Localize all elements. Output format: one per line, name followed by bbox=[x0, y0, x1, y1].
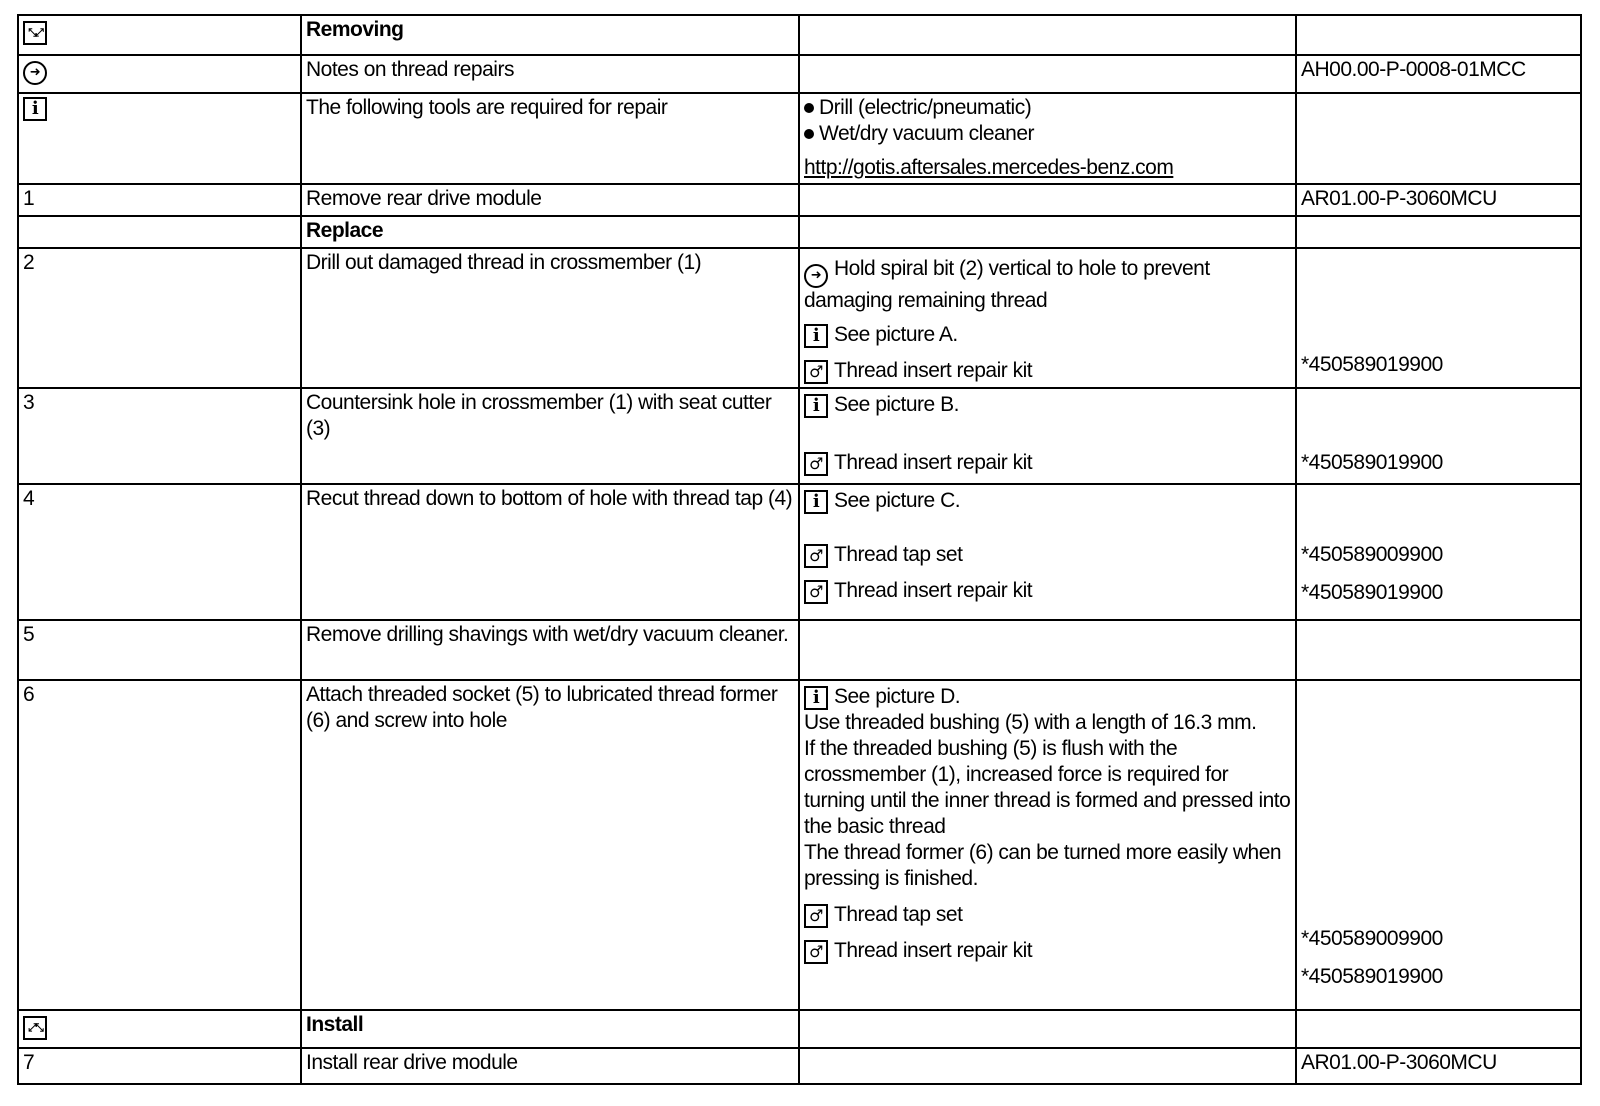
tool-list-item: Wet/dry vacuum cleaner bbox=[804, 121, 1291, 147]
action-cell: Remove rear drive module bbox=[301, 184, 799, 216]
tool-list-item: Drill (electric/pneumatic) bbox=[804, 95, 1291, 121]
table-row bbox=[18, 620, 1581, 680]
step-number: 4 bbox=[18, 484, 301, 620]
removing-icon: ⤡⤢ bbox=[23, 21, 47, 45]
special-tool-icon: ♂ bbox=[804, 580, 828, 604]
tool-text: Thread insert repair kit bbox=[834, 939, 1033, 962]
action-cell: Install bbox=[301, 1010, 799, 1048]
tool-line bbox=[804, 578, 1291, 604]
tool-line bbox=[804, 358, 1291, 384]
ref-cell bbox=[1296, 1010, 1581, 1048]
notes-cell bbox=[799, 55, 1296, 93]
action-cell: Countersink hole in crossmember (1) with seat cutter (3) bbox=[301, 388, 799, 484]
table-row bbox=[18, 93, 1581, 184]
special-tool-icon: ♂ bbox=[804, 544, 828, 568]
ref-cell bbox=[1296, 680, 1581, 1010]
tool-number[interactable]: *450589019900 bbox=[1301, 965, 1443, 988]
step-number: 6 bbox=[18, 680, 301, 1010]
notes-cell bbox=[799, 184, 1296, 216]
info-line bbox=[804, 322, 1291, 348]
table-row bbox=[18, 388, 1581, 484]
table-row bbox=[18, 248, 1581, 388]
info-line bbox=[804, 392, 1291, 418]
ref-cell bbox=[1296, 93, 1581, 184]
document-reference[interactable]: AR01.00-P-3060MCU bbox=[1301, 1051, 1497, 1074]
tool-number[interactable]: *450589019900 bbox=[1301, 451, 1443, 474]
step-number: 1 bbox=[18, 184, 301, 216]
note-line bbox=[804, 256, 1291, 314]
install-icon: ⤢⤡ bbox=[23, 1016, 47, 1040]
tool-number[interactable]: *450589009900 bbox=[1301, 543, 1443, 566]
action-cell: Attach threaded socket (5) to lubricated thread former (6) and screw into hole bbox=[301, 680, 799, 1010]
info-text: See picture B. bbox=[834, 393, 959, 416]
special-tool-icon: ♂ bbox=[804, 360, 828, 384]
info-icon: i bbox=[804, 324, 828, 348]
special-tool-icon: ♂ bbox=[804, 452, 828, 476]
note-icon: ➜ bbox=[804, 264, 828, 288]
tool-text: Thread tap set bbox=[834, 543, 963, 566]
ref-cell bbox=[1296, 248, 1581, 388]
document-reference[interactable]: AH00.00-P-0008-01MCC bbox=[1301, 58, 1526, 81]
action-cell: Recut thread down to bottom of hole with thread tap (4) bbox=[301, 484, 799, 620]
special-tool-icon: ♂ bbox=[804, 940, 828, 964]
tool-line bbox=[804, 542, 1291, 568]
table-row bbox=[18, 15, 1581, 55]
step-number: 3 bbox=[18, 388, 301, 484]
info-text: See picture D. bbox=[834, 685, 961, 708]
ref-cell bbox=[1296, 484, 1581, 620]
action-cell: Drill out damaged thread in crossmember (1) bbox=[301, 248, 799, 388]
procedure-table bbox=[17, 14, 1582, 1085]
info-icon: i bbox=[804, 686, 828, 710]
step-cell bbox=[18, 15, 301, 55]
info-text: See picture A. bbox=[834, 322, 958, 346]
step-cell bbox=[18, 1010, 301, 1048]
note-text: Hold spiral bit (2) vertical to hole to prevent damaging remaining thread bbox=[804, 257, 1210, 312]
notes-cell bbox=[799, 620, 1296, 680]
notes-cell bbox=[799, 248, 1296, 388]
step-cell bbox=[18, 93, 301, 184]
note-icon: ➜ bbox=[23, 61, 47, 85]
tool-number[interactable]: *450589019900 bbox=[1301, 353, 1443, 376]
info-icon: i bbox=[23, 97, 47, 121]
info-text: See picture C. bbox=[834, 489, 961, 512]
table-row bbox=[18, 55, 1581, 93]
action-cell: Notes on thread repairs bbox=[301, 55, 799, 93]
notes-cell bbox=[799, 680, 1296, 1010]
table-row bbox=[18, 1010, 1581, 1048]
notes-cell bbox=[799, 1010, 1296, 1048]
document-reference[interactable]: AR01.00-P-3060MCU bbox=[1301, 187, 1497, 210]
ref-cell bbox=[1296, 388, 1581, 484]
ref-cell bbox=[1296, 620, 1581, 680]
notes-cell bbox=[799, 93, 1296, 184]
action-cell: Replace bbox=[301, 216, 799, 248]
action-cell: Install rear drive module bbox=[301, 1048, 799, 1084]
ref-cell bbox=[1296, 55, 1581, 93]
info-icon: i bbox=[804, 394, 828, 418]
tool-text: Thread insert repair kit bbox=[834, 579, 1033, 602]
tool-text: Thread tap set bbox=[834, 903, 963, 926]
instruction-text: Use threaded bushing (5) with a length of 16.3 mm. bbox=[804, 711, 1257, 734]
info-line bbox=[804, 488, 1291, 514]
instruction-text: The thread former (6) can be turned more easily when pressing is finished. bbox=[804, 841, 1282, 890]
ref-cell bbox=[1296, 184, 1581, 216]
ref-cell bbox=[1296, 15, 1581, 55]
action-cell: Removing bbox=[301, 15, 799, 55]
step-number: 5 bbox=[18, 620, 301, 680]
action-cell: The following tools are required for repair bbox=[301, 93, 799, 184]
step-cell bbox=[18, 216, 301, 248]
notes-cell bbox=[799, 388, 1296, 484]
step-number: 2 bbox=[18, 248, 301, 388]
tool-line bbox=[804, 450, 1291, 476]
table-row bbox=[18, 680, 1581, 1010]
notes-cell bbox=[799, 1048, 1296, 1084]
tool-line bbox=[804, 938, 1291, 964]
info-icon: i bbox=[804, 490, 828, 514]
tool-number[interactable]: *450589009900 bbox=[1301, 927, 1443, 950]
special-tool-icon: ♂ bbox=[804, 904, 828, 928]
ref-cell bbox=[1296, 216, 1581, 248]
ref-cell bbox=[1296, 1048, 1581, 1084]
tool-text: Thread insert repair kit bbox=[834, 358, 1033, 382]
gotis-link[interactable]: http://gotis.aftersales.mercedes-benz.com bbox=[804, 156, 1174, 179]
table-row bbox=[18, 216, 1581, 248]
action-cell: Remove drilling shavings with wet/dry vacuum cleaner. bbox=[301, 620, 799, 680]
step-number: 7 bbox=[18, 1048, 301, 1084]
info-line bbox=[804, 684, 1291, 710]
table-row bbox=[18, 484, 1581, 620]
notes-cell bbox=[799, 15, 1296, 55]
tool-text: Thread insert repair kit bbox=[834, 451, 1033, 474]
tool-number[interactable]: *450589019900 bbox=[1301, 581, 1443, 604]
table-row bbox=[18, 1048, 1581, 1084]
table-row bbox=[18, 184, 1581, 216]
tool-line bbox=[804, 902, 1291, 928]
instruction-text: If the threaded bushing (5) is flush with the crossmember (1), increased force is required for turning until the inner thread is formed and pressed into the basic thread bbox=[804, 737, 1291, 838]
step-cell bbox=[18, 55, 301, 93]
notes-cell bbox=[799, 484, 1296, 620]
notes-cell bbox=[799, 216, 1296, 248]
